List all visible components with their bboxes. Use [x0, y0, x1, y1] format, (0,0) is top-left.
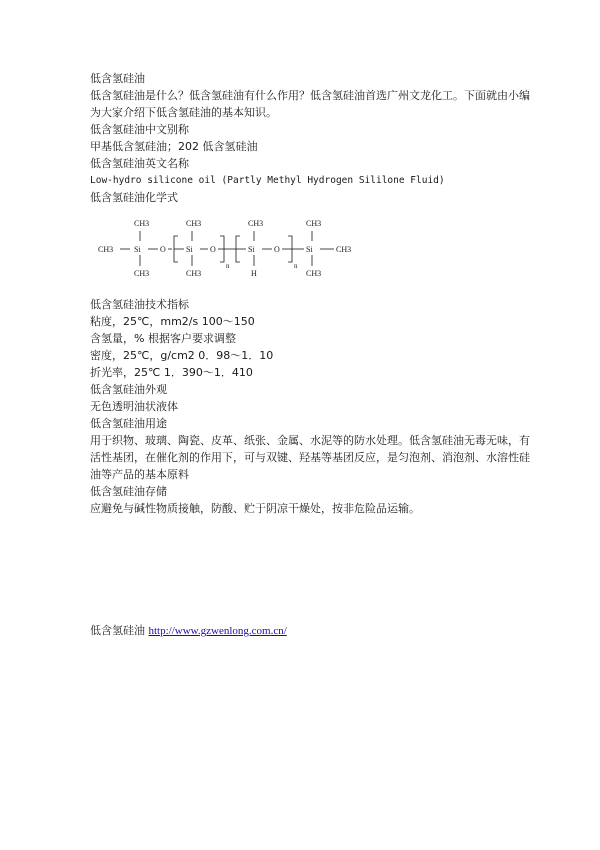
- intro-paragraph: 低含氢硅油是什么？低含氢硅油有什么作用？低含氢硅油首选广州文龙化工。下面就由小编为大家介绍下低含氢硅油的基本知识。: [90, 89, 530, 119]
- spec-refractive: 折光率，25℃ 1．390～1．410: [90, 366, 253, 379]
- spec-density: 密度，25℃，g/cm2 0．98～1．10: [90, 349, 274, 362]
- storage-heading: 低含氢硅油存储: [90, 485, 167, 498]
- spec-viscosity: 粘度，25℃，mm2/s 100～150: [90, 315, 255, 328]
- en-name-heading: 低含氢硅油英文名称: [90, 157, 189, 170]
- en-name: Low-hydro silicone oil (Partly Methyl Hydrogen Sililone Fluid): [90, 175, 445, 186]
- formula-si-1: Si: [134, 245, 141, 254]
- formula-o-2: O: [210, 245, 216, 254]
- doc-title: 低含氢硅油: [90, 72, 145, 85]
- formula-si-3: Si: [248, 245, 255, 254]
- appearance: 无色透明油状液体: [90, 400, 178, 413]
- document-body: [90, 70, 530, 517]
- formula-ch3-bottom-2: CH3: [186, 269, 202, 278]
- formula-o-1: O: [160, 245, 166, 254]
- formula-ch3-top-3: CH3: [248, 219, 264, 228]
- appearance-heading: 低含氢硅油外观: [90, 383, 167, 396]
- storage: 应避免与碱性物质接触，防酸、贮于阴凉干燥处，按非危险品运输。: [90, 502, 420, 515]
- specs-heading: 低含氢硅油技术指标: [90, 298, 189, 311]
- formula-si-2: Si: [186, 245, 193, 254]
- formula-ch3-top-1: CH3: [134, 219, 150, 228]
- chemical-formula: [90, 210, 450, 290]
- formula-ch3-top-4: CH3: [306, 219, 322, 228]
- footer: [90, 623, 287, 639]
- formula-ch3-top-2: CH3: [186, 219, 202, 228]
- use-heading: 低含氢硅油用途: [90, 417, 167, 430]
- spec-hydrogen: 含氢量，% 根据客户要求调整: [90, 332, 236, 345]
- footer-label: 低含氢硅油: [90, 624, 145, 637]
- formula-h: H: [251, 269, 257, 278]
- formula-n-1: n: [226, 262, 230, 270]
- formula-n-2: n: [294, 262, 298, 270]
- formula-ch3-right: CH3: [336, 245, 352, 254]
- formula-si-4: Si: [306, 245, 313, 254]
- formula-heading: 低含氢硅油化学式: [90, 191, 178, 204]
- cn-name: 甲基低含氢硅油；202 低含氢硅油: [90, 140, 258, 153]
- cn-name-heading: 低含氢硅油中文别称: [90, 123, 189, 136]
- use-paragraph: 用于织物、玻璃、陶瓷、皮革、纸张、金属、水泥等的防水处理。低含氢硅油无毒无味，有活性基团，在催化剂的作用下，可与双键、羟基等基团反应，是匀泡剂、消泡剂、水溶性硅油等产品的基本原料: [90, 434, 530, 481]
- footer-link[interactable]: http://www.gzwenlong.com.cn/: [148, 625, 287, 637]
- formula-o-3: O: [274, 245, 280, 254]
- formula-ch3-bottom-1: CH3: [134, 269, 150, 278]
- formula-ch3-left: CH3: [98, 245, 114, 254]
- formula-ch3-bottom-4: CH3: [306, 269, 322, 278]
